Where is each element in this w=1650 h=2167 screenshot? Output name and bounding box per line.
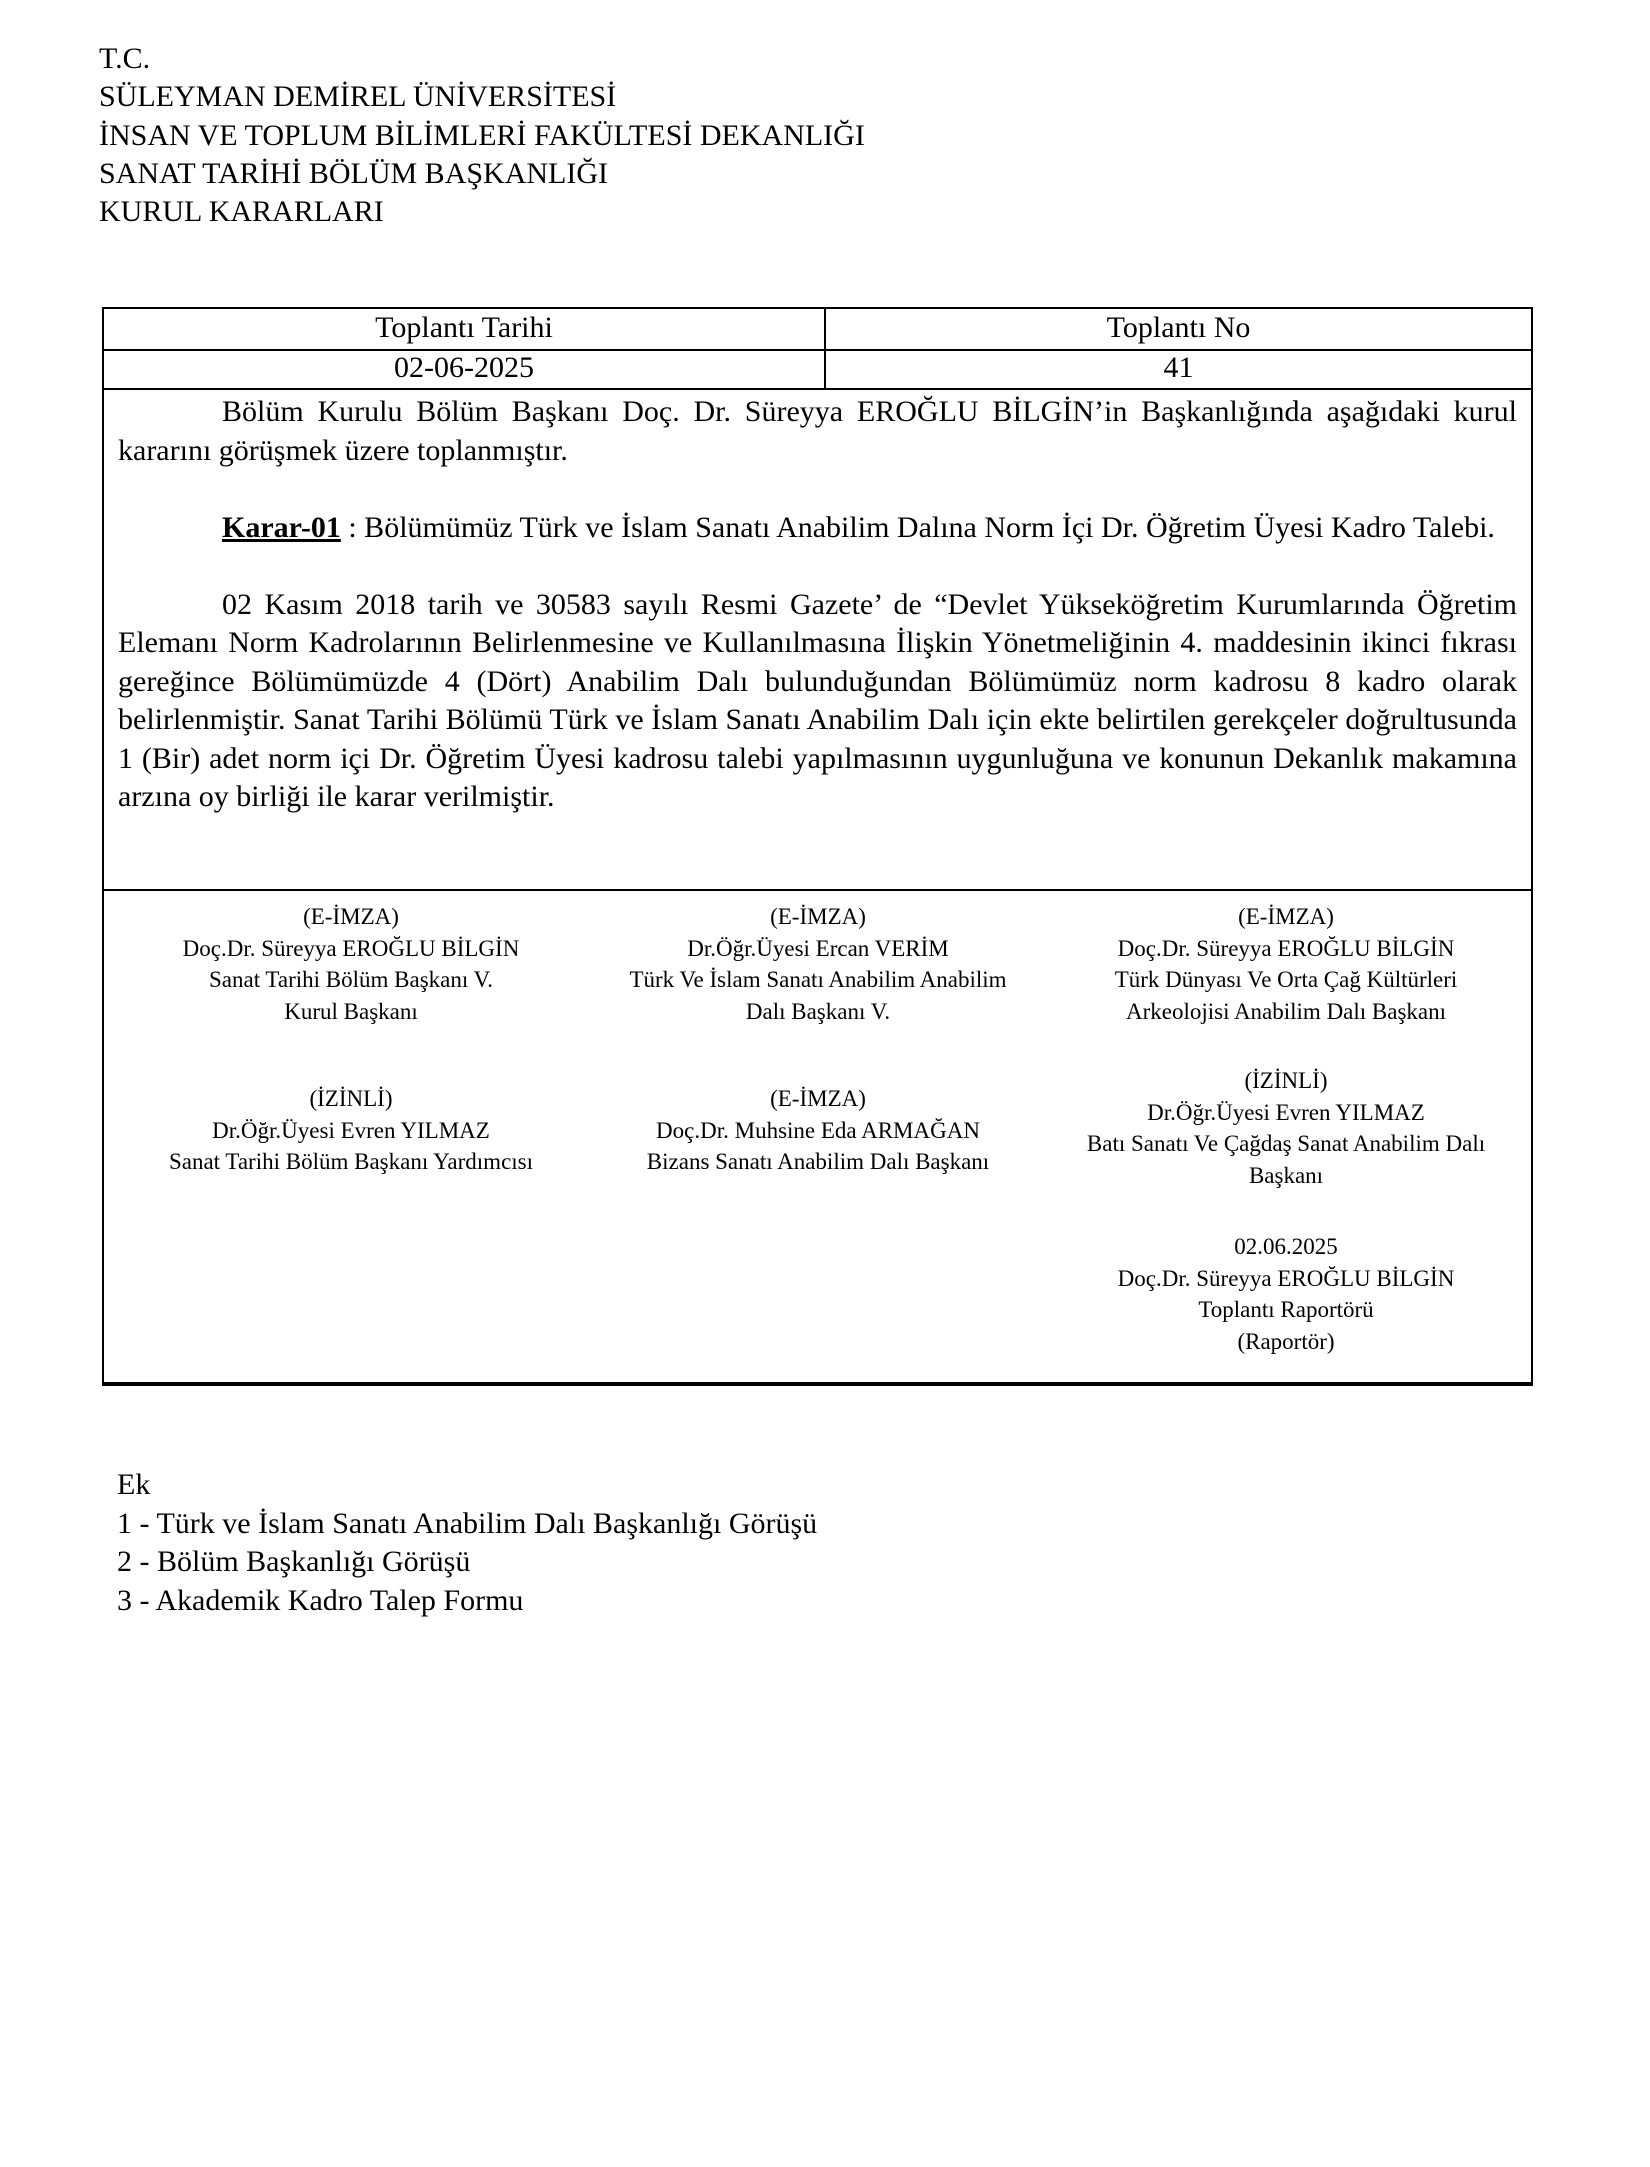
header-line: SÜLEYMAN DEMİREL ÜNİVERSİTESİ xyxy=(99,80,617,114)
signature-line: Doç.Dr. Süreyya EROĞLU BİLGİN xyxy=(182,935,520,961)
signature-line: Doç.Dr. Muhsine Eda ARMAĞAN xyxy=(656,1117,980,1143)
signature-line: (E-İMZA) xyxy=(770,904,866,929)
decision-title: : Bölümümüz Türk ve İslam Sanatı Anabilim Dalına Norm İçi Dr. Öğretim Üyesi Kadro Talebi. xyxy=(340,510,1495,544)
attachments xyxy=(117,1466,817,1620)
signature-block xyxy=(121,1083,581,1178)
table-header-row xyxy=(104,309,1531,351)
signature-line: (E-İMZA) xyxy=(770,1086,866,1111)
signature-line: Başkanı xyxy=(1248,1162,1324,1188)
document-header xyxy=(99,40,865,231)
attachment-item: 3 - Akademik Kadro Talep Formu xyxy=(117,1583,524,1617)
decision-body xyxy=(118,393,1517,855)
signature-line: Bizans Sanatı Anabilim Dalı Başkanı xyxy=(646,1149,990,1174)
signature-line: Dr.Öğr.Üyesi Evren YILMAZ xyxy=(212,1117,490,1143)
meeting-date: 02-06-2025 xyxy=(104,349,826,388)
signature-line: Doç.Dr. Süreyya EROĞLU BİLGİN xyxy=(1117,935,1455,961)
signature-block xyxy=(1056,1065,1516,1191)
header-line: SANAT TARİHİ BÖLÜM BAŞKANLIĞI xyxy=(99,156,609,190)
attachments-title: Ek xyxy=(117,1468,151,1501)
signature-block xyxy=(121,901,581,1027)
signature-block xyxy=(588,1083,1048,1178)
intro-paragraph: Bölüm Kurulu Bölüm Başkanı Doç. Dr. Süreyya EROĞLU BİLGİN’in Başkanlığında aşağıdaki kurul kararını görüşmek üzere toplanmıştır. xyxy=(118,395,1517,467)
signature-line: Sanat Tarihi Bölüm Başkanı V. xyxy=(209,967,493,992)
header-line: T.C. xyxy=(99,42,151,75)
signature-block xyxy=(588,901,1048,1027)
signature-line: Dr.Öğr.Üyesi Ercan VERİM xyxy=(687,935,949,961)
signature-line: Dr.Öğr.Üyesi Evren YILMAZ xyxy=(1147,1099,1425,1125)
signature-line: Batı Sanatı Ve Çağdaş Sanat Anabilim Dalı xyxy=(1086,1131,1486,1156)
meeting-no: 41 xyxy=(1163,351,1194,384)
table-value-row xyxy=(104,349,1531,390)
decision-table xyxy=(102,307,1533,1386)
signature-line: Toplantı Raportörü xyxy=(1198,1297,1374,1322)
decision-heading xyxy=(118,509,1517,548)
signature-line: (İZİNLİ) xyxy=(1244,1068,1328,1093)
signature-line: Sanat Tarihi Bölüm Başkanı Yardımcısı xyxy=(168,1149,534,1174)
signature-line: Türk Dünyası Ve Orta Çağ Kültürleri xyxy=(1114,967,1458,992)
signature-line: 02.06.2025 xyxy=(1234,1234,1338,1259)
decision-text: 02 Kasım 2018 tarih ve 30583 sayılı Resmi Gazete’ de “Devlet Yükseköğretim Kurumlarında Öğretim Elemanı Norm Kadrolarının Belirlenmesine ve Kullanılmasına İlişkin Yönetmeliğinin 4. maddesinin ikinci fıkrası gereğince Bölümümüzde 4 (Dört) Anabilim Dalı bulunduğundan Bölümümüz norm kadrosu 8 kadro olarak belirlenmiştir. Sanat Tarihi Bölümü Türk ve İslam Sanatı Anabilim Dalı için ekte belirtilen gerekçeler doğrultusunda 1 (Bir) adet norm içi Dr. Öğretim Üyesi kadrosu talebi yapılmasının uygunluğuna ve konunun Dekanlık makamına arzına oy birliği ile karar verilmiştir. xyxy=(118,587,1517,813)
header-line: İNSAN VE TOPLUM BİLİMLERİ FAKÜLTESİ DEKANLIĞI xyxy=(99,118,865,152)
signature-line: Kurul Başkanı xyxy=(284,998,418,1024)
header-line: KURUL KARARLARI xyxy=(99,195,384,229)
attachment-item: 2 - Bölüm Başkanlığı Görüşü xyxy=(117,1545,471,1578)
signature-line: (E-İMZA) xyxy=(1238,904,1334,929)
attachment-item: 1 - Türk ve İslam Sanatı Anabilim Dalı Başkanlığı Görüşü xyxy=(117,1506,818,1540)
meeting-date-label: Toplantı Tarihi xyxy=(104,309,826,349)
divider xyxy=(104,889,1531,891)
decision-label: Karar-01 xyxy=(222,510,341,544)
meeting-no-label: Toplantı No xyxy=(1106,311,1251,344)
signature-block xyxy=(1056,1231,1516,1357)
signature-line: (E-İMZA) xyxy=(303,904,399,929)
signature-line: Türk Ve İslam Sanatı Anabilim Anabilim xyxy=(629,967,1007,992)
signature-line: Dalı Başkanı V. xyxy=(745,998,891,1024)
signature-line: (Raportör) xyxy=(1237,1328,1335,1354)
signature-block xyxy=(1056,901,1516,1027)
signature-line: (İZİNLİ) xyxy=(309,1086,393,1111)
signature-line: Doç.Dr. Süreyya EROĞLU BİLGİN xyxy=(1117,1265,1455,1291)
signature-line: Arkeolojisi Anabilim Dalı Başkanı xyxy=(1125,998,1447,1024)
